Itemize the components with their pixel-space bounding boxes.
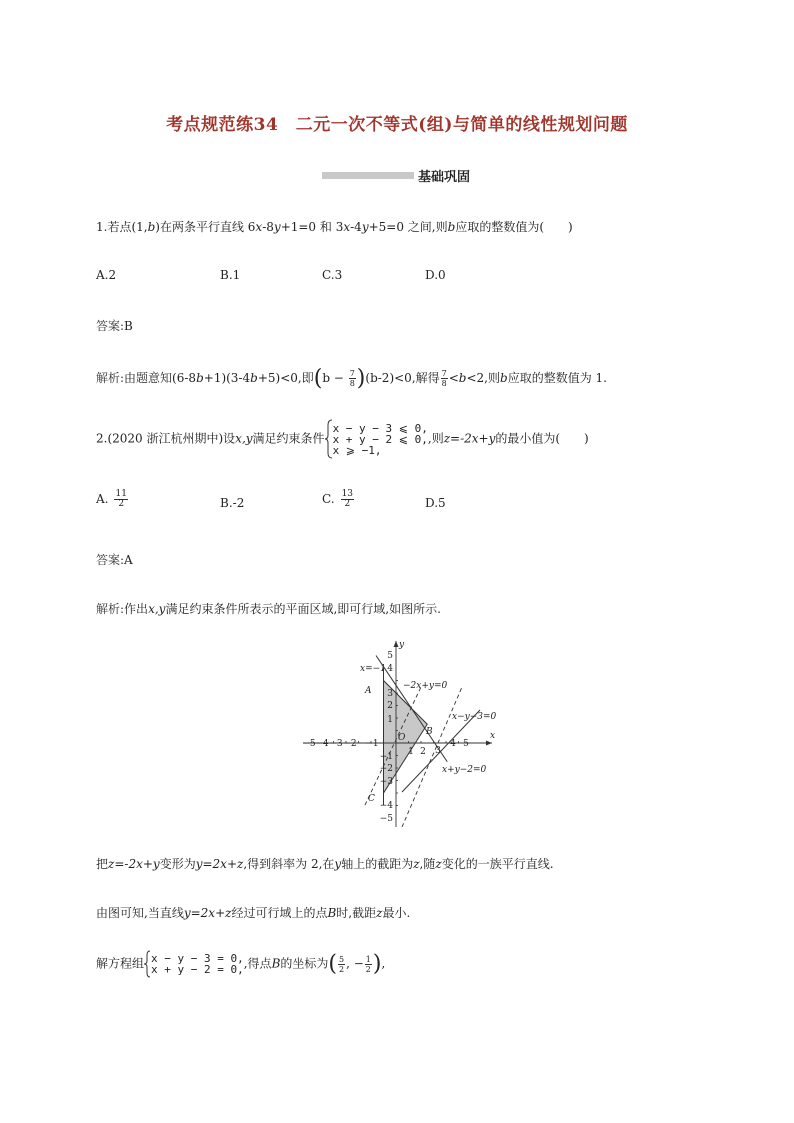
y-tick-label: −2 [379, 764, 393, 774]
q2-option-d: D.5 [425, 496, 446, 510]
x-tick-label: −5 [302, 739, 316, 749]
line-x-minus-y-label: x−y−3=0 [452, 712, 497, 722]
x-tick-label: 4 [450, 739, 456, 749]
q2-answer: 答案:A [96, 553, 133, 567]
x-axis-label: x [490, 731, 496, 741]
q1-answer: 答案:B [96, 319, 133, 333]
y-tick-label: 1 [387, 715, 393, 725]
y-tick-label: 4 [387, 664, 393, 674]
y-tick-label: 2 [387, 701, 393, 711]
q1-analysis: 解析:由题意知(6-8b+1)(3-4b+5)<0,即(b − $\frac{7}{8}$ )(b-2)<0,解得 $\frac{7}{8}$ <b<2,则b应取的整数值为 1. [96, 366, 607, 391]
point-a-label: A [365, 686, 372, 696]
y-tick-label: 5 [387, 651, 393, 661]
y-axis-label: y [399, 640, 405, 650]
y-tick-label: −1 [379, 752, 393, 762]
origin-label: O [398, 733, 406, 743]
section-bar [322, 172, 414, 179]
q2-option-c: C. $\frac{13}{2}$ [322, 489, 354, 509]
q2-constraint-system: x − y − 3 ⩽ 0, x + y − 2 ⩽ 0, x ⩾ −1, [332, 421, 428, 457]
page-title: 考点规范练34 二元一次不等式(组)与简单的线性规划问题 [166, 115, 628, 135]
q2-analysis-line-a: 把z=-2x+y变形为y=2x+z,得到斜率为 2,在y轴上的截距为z,随z变化的一族平行直线. [96, 857, 554, 871]
line-x-neg1-label: x=−1 [360, 664, 386, 674]
q2-option-b: B.-2 [220, 496, 245, 510]
y-tick-label: −3 [379, 777, 393, 787]
x-tick-label: −4 [315, 739, 329, 749]
x-tick-label: 5 [463, 739, 469, 749]
point-b-label: B [426, 727, 433, 737]
q2-analysis-line-c: 解方程组 x − y − 3 = 0, x + y − 2 = 0, ,得点B的坐标为( $\frac{5}{2}$ , − $\frac{1}{2}$ ), [96, 951, 386, 977]
q2-analysis: 解析:作出x,y满足约束条件所表示的平面区域,即可行域,如图所示. [96, 602, 441, 616]
q1-option-c: C.3 [322, 268, 343, 282]
q2-stem: 2.(2020 浙江杭州期中)设x,y满足约束条件 x − y − 3 ⩽ 0, x + y − 2 ⩽ 0, x ⩾ −1, ,则z=-2x+y的最小值为( ) [96, 421, 589, 457]
line-z-label: −2x+y=0 [403, 681, 448, 691]
q1-stem: 1.若点(1,b)在两条平行直线 6x-8y+1=0 和 3x-4y+5=0 之间,则b应取的整数值为( ) [96, 220, 573, 234]
line-x-plus-y-label: x+y−2=0 [442, 765, 487, 775]
point-c-label: C [368, 794, 375, 804]
x-tick-label: −3 [329, 739, 343, 749]
x-tick-label: 2 [420, 747, 426, 757]
x-tick-label: 3 [435, 746, 441, 756]
y-tick-label: −4 [379, 801, 393, 811]
q2-option-a: A. $\frac{11}{2}$ [96, 489, 127, 509]
x-tick-label: −1 [365, 739, 379, 749]
y-tick-label: −5 [379, 814, 393, 824]
x-tick-label: −2 [343, 739, 357, 749]
q1-option-a: A.2 [96, 268, 117, 282]
section-heading: 基础巩固 [418, 170, 471, 185]
q1-option-b: B.1 [220, 268, 241, 282]
feasible-region-diagram [300, 637, 500, 831]
q2-analysis-line-b: 由图可知,当直线y=2x+z经过可行域上的点B时,截距z最小. [96, 906, 411, 920]
q1-option-d: D.0 [425, 268, 446, 282]
y-tick-label: 3 [387, 689, 393, 699]
x-tick-label: 1 [408, 747, 414, 757]
q2-solve-system: x − y − 3 = 0, x + y − 2 = 0, [151, 952, 244, 976]
